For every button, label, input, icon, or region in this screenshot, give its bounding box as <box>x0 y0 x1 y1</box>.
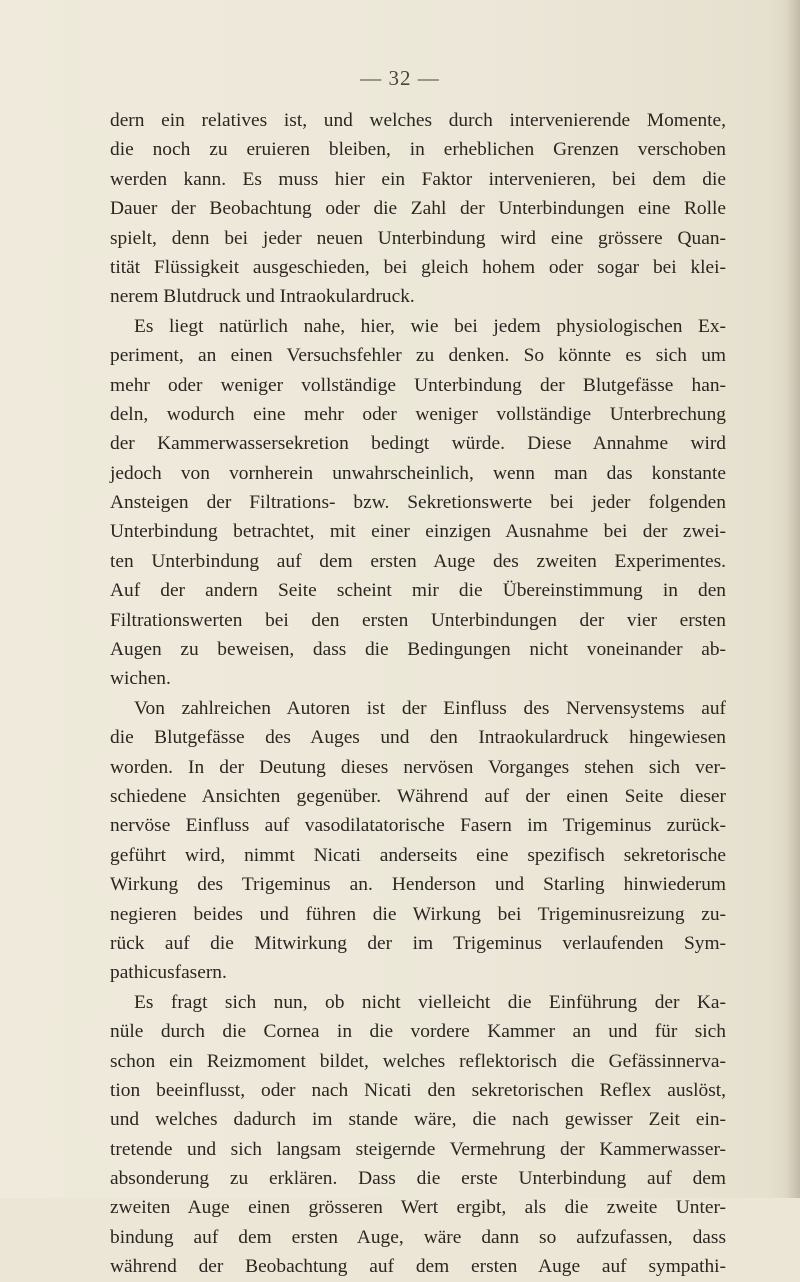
text-line: tion beeinflusst, oder nach Nicati den sekretorischen Reflex auslöst, <box>110 1079 726 1101</box>
text-line: bindung auf dem ersten Auge, wäre dann so aufzufassen, dass <box>110 1226 726 1248</box>
text-line: die noch zu eruieren bleiben, in erheblichen Grenzen verschoben <box>110 139 726 161</box>
text-line: periment, an einen Versuchsfehler zu denken. So könnte es sich um <box>110 345 726 367</box>
text-line: der Kammerwassersekretion bedingt würde. Diese Annahme wird <box>110 433 726 455</box>
text-line: während der Beobachtung auf dem ersten Auge auf sympathi- <box>110 1256 726 1278</box>
text-line: nüle durch die Cornea in die vordere Kammer an und für sich <box>110 1021 726 1043</box>
text-line: tretende und sich langsam steigernde Vermehrung der Kammerwasser- <box>110 1138 726 1160</box>
text-line: pathicusfasern. <box>110 962 227 984</box>
text-line: spielt, denn bei jeder neuen Unterbindung wird eine grössere Quan- <box>110 227 726 249</box>
text-line: Wirkung des Trigeminus an. Henderson und Starling hinwiederum <box>110 874 726 896</box>
text-line: jedoch von vornherein unwahrscheinlich, wenn man das konstante <box>110 462 726 484</box>
text-line: Augen zu beweisen, dass die Bedingungen nicht voneinander ab- <box>110 639 726 661</box>
text-line: wichen. <box>110 668 171 690</box>
text-line: Filtrationswerten bei den ersten Unterbindungen der vier ersten <box>110 609 726 631</box>
text-line: Dauer der Beobachtung oder die Zahl der Unterbindungen eine Rolle <box>110 198 726 220</box>
text-line: mehr oder weniger vollständige Unterbindung der Blutgefässe han- <box>110 374 726 396</box>
page-number: — 32 — <box>360 66 440 90</box>
text-line: die Blutgefässe des Auges und den Intraokulardruck hingewiesen <box>110 727 726 749</box>
text-line: negieren beides und führen die Wirkung bei Trigeminusreizung zu- <box>110 903 726 925</box>
paragraph-start-line: Es liegt natürlich nahe, hier, wie bei jedem physiologischen Ex- <box>134 315 726 337</box>
text-line: werden kann. Es muss hier ein Faktor intervenieren, bei dem die <box>110 168 726 190</box>
text-line: Ansteigen der Filtrations- bzw. Sekretionswerte bei jeder folgenden <box>110 492 726 514</box>
text-line: und welches dadurch im stande wäre, die nach gewisser Zeit ein- <box>110 1109 726 1131</box>
text-line: ten Unterbindung auf dem ersten Auge des zweiten Experimentes. <box>110 550 726 572</box>
text-line: nerem Blutdruck und Intraokulardruck. <box>110 286 415 308</box>
paragraph-start-line: Es fragt sich nun, ob nicht vielleicht die Einführung der Ka- <box>134 991 726 1013</box>
text-line: Auf der andern Seite scheint mir die Übereinstimmung in den <box>110 580 726 602</box>
text-line: absonderung zu erklären. Dass die erste Unterbindung auf dem <box>110 1168 726 1190</box>
page-edge-shadow <box>786 0 800 1198</box>
text-line: rück auf die Mitwirkung der im Trigeminus verlaufenden Sym- <box>110 932 726 954</box>
text-line: Unterbindung betrachtet, mit einer einzigen Ausnahme bei der zwei- <box>110 521 726 543</box>
text-line: zweiten Auge einen grösseren Wert ergibt, als die zweite Unter- <box>110 1197 726 1219</box>
text-line: dern ein relatives ist, und welches durch intervenierende Momente, <box>110 110 726 131</box>
paragraph-start-line: Von zahlreichen Autoren ist der Einfluss des Nervensystems auf <box>134 697 726 719</box>
text-line: schon ein Reizmoment bildet, welches reflektorisch die Gefässinnerva- <box>110 1050 726 1072</box>
body-text <box>110 106 726 1282</box>
text-line: deln, wodurch eine mehr oder weniger vollständige Unterbrechung <box>110 403 726 425</box>
text-line: worden. In der Deutung dieses nervösen Vorganges stehen sich ver- <box>110 756 726 778</box>
text-line: tität Flüssigkeit ausgeschieden, bei gleich hohem oder sogar bei klei- <box>110 256 726 278</box>
text-line: nervöse Einfluss auf vasodilatatorische Fasern im Trigeminus zurück- <box>110 815 726 837</box>
text-line: geführt wird, nimmt Nicati anderseits eine spezifisch sekretorische <box>110 844 726 866</box>
text-line: schiedene Ansichten gegenüber. Während auf der einen Seite dieser <box>110 785 726 807</box>
